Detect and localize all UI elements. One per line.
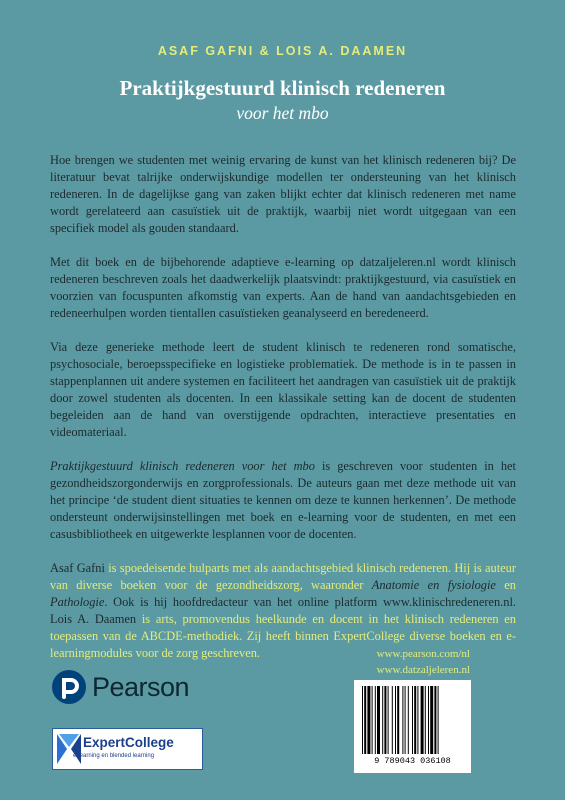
expertcollege-tagline: e-learning en blended learning: [73, 753, 155, 759]
isbn-barcode: [354, 680, 471, 773]
book-ref-1: Anatomie en fysiologie: [371, 578, 496, 592]
website-link: www.klinischredeneren.nl: [382, 595, 513, 609]
book-title: Praktijkgestuurd klinisch redeneren: [119, 76, 446, 100]
paragraph-4: [50, 458, 516, 543]
paragraph-1: Hoe brengen we studenten met weinig ervaring de kunst van het klinisch redeneren bij? De literatuur bevat talrijke onderwijskundige modellen ter ondersteuning van het klinisch redeneren. In de dagelijkse gang van zaken blijkt echter dat klinisch redeneren met name wordt gerelateerd aan casuïstiek uit de praktijk, waarbij niet wordt uitgegaan van een specifiek model als gouden standaard.: [50, 153, 516, 235]
bio-text-1: is spoedeisende hulparts met als aandachtsgebied klinisch redeneren. Hij is auteur van diverse boeken voor de gezondheidszorg, waaronder: [50, 561, 516, 592]
expertcollege-logo: [52, 728, 203, 770]
pearson-wordmark: Pearson: [92, 671, 190, 702]
bio-text-3: . Ook is hij hoofdredacteur van het online platform: [104, 595, 383, 609]
book-subtitle: voor het mbo: [236, 103, 329, 123]
author-name-2: Lois A. Daamen: [50, 612, 137, 626]
bio-text-2: en: [495, 578, 516, 592]
pearson-logo: [52, 668, 189, 706]
paragraph-2: Met dit boek en de bijbehorende adaptieve e-learning op datzaljeleren.nl wordt klinisch redeneren beschreven zoals het daadwerkelijk plaatsvindt: praktijkgestuurd, via casuïstiek en voorzien van focuspunten afkomstig van experts. Aan de hand van aandachtsgebieden en redeneerhulpen worden tientallen casuïstieken geanalyseerd en beredeneerd.: [50, 255, 516, 320]
pearson-logo-icon: [52, 670, 86, 704]
expertcollege-logo-icon: [57, 734, 81, 764]
paragraph-4-text: is geschreven voor studenten in het gezondheidszorgonderwijs en zorgprofessionals. De auteurs gaan met deze methode uit van het principe ‘de student dient situaties te kennen om deze te kunnen herkennen’. De methode ondersteunt onderwijsinstellingen met boek en e-learning voor de studenten, en met een casusbibliotheek en uitgewerkte lesplannen voor de docenten.: [50, 459, 516, 541]
bio-text-4: .: [512, 595, 516, 609]
authors-line: ASAF GAFNI & LOIS A. DAAMEN: [157, 44, 408, 58]
back-cover-text: [50, 152, 516, 679]
bio-text-5: is arts, promovendus heelkunde en docent in het klinisch redeneren en toepassen van de ABCDE-methodiek. Zij heeft binnen ExpertCollege diverse boeken en e-learningmodules voor de zorg geschreven.: [50, 612, 516, 660]
book-title-inline: Praktijkgestuurd klinisch redeneren voor het mbo: [50, 459, 315, 473]
book-ref-2: Pathologie: [50, 595, 105, 609]
expertcollege-wordmark: ExpertCollege: [83, 735, 174, 750]
isbn-number: 9 789043 036108: [374, 756, 451, 766]
datzaljeleren-url: www.datzaljeleren.nl: [376, 664, 470, 676]
pearson-url: www.pearson.com/nl: [376, 648, 470, 660]
barcode-icon: [360, 686, 465, 754]
author-bio: [50, 560, 516, 662]
paragraph-3: Via deze generieke methode leert de student klinisch te redeneren rond somatische, psychosociale, beroepsspecifieke en logistieke problematiek. De methode is in te passen in stappenplannen uit andere systemen en faciliteert het aandragen van casuïstiek uit de praktijk door zowel studenten als docenten. In een klassikale setting kan de docent de studenten begeleiden aan de hand van overstijgende opdrachten, interactieve presentaties en videomateriaal.: [50, 340, 516, 439]
author-name-1: Asaf Gafni: [50, 561, 105, 575]
